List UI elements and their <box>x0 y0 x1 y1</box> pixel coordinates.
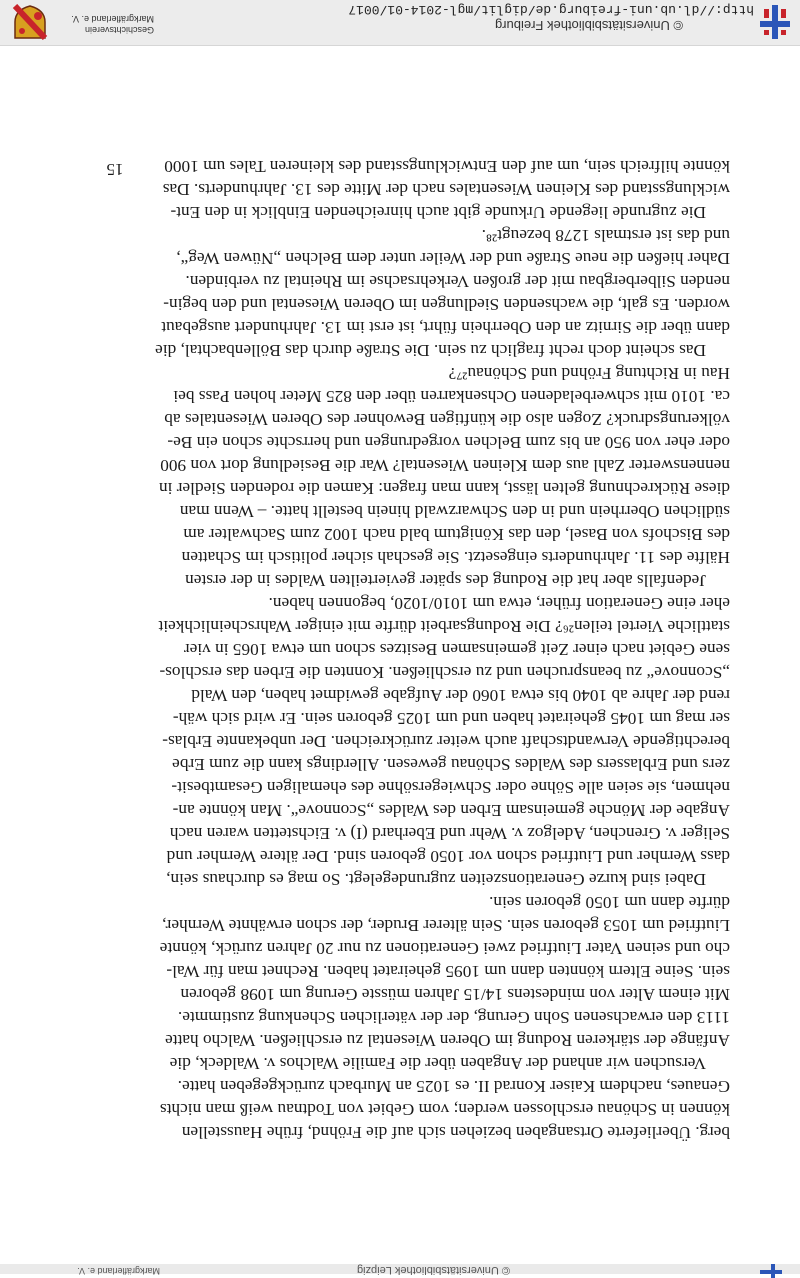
text-line: Hälfte des 11. Jahrhunderts eingesetzt. Sie geschah sicher politisch im Schatten <box>181 548 730 567</box>
text-line: Die zugrunde liegende Urkunde gibt auch hinreichenden Einblick in den Ent- <box>170 203 706 222</box>
top-footer-strip <box>0 1264 800 1274</box>
text-line: cho und seinen Vater Liutfried zwei Generationen zu nur 20 Jahren zurück, könnte <box>159 939 730 958</box>
text-line: Das scheint doch recht fraglich zu sein. Die Straße durch das Böllenbachtal, die <box>155 341 706 360</box>
text-line: nennenswerter Zahl aus dem Kleinen Wiesental? War die Besiedlung dort von 900 <box>160 456 730 475</box>
text-line: Mit einem Alter von mindestens 14/15 Jahren müsste Gerung um 1098 geboren <box>180 985 730 1004</box>
text-line: des Bischofs von Basel, den das Königtum bald nach 1002 zum Sachwalter am <box>183 525 730 544</box>
text-line: Jedenfalls aber hat die Rodung des später gevierteilten Waldes in der ersten <box>185 571 706 590</box>
text-line: Seliger v. Grenchen, Adelgoz v. Wehr und Eberhard (I) v. Eichstetten waren nach <box>169 824 730 843</box>
coat-of-arms-icon <box>12 4 48 40</box>
text-line: südlichen Oberrhein und in den Schwarzwald hinein bestellt hatte. – Wenn man <box>179 502 730 521</box>
text-line: wicklungsstand des Kleinen Wiesentales nach der Mitte des 13. Jahrhunderts. Das <box>162 180 730 199</box>
text-line: berg. Überlieferte Ortsangaben beziehen sich auf die Fröhnd, frühe Hausstellen <box>181 1123 730 1142</box>
text-line: und das ist erstmals 1278 bezeugt²⁸. <box>481 226 730 245</box>
text-line: worden. Es galt, die wachsenden Siedlungen im Oberen Wiesental und den begin- <box>163 295 730 314</box>
text-line: Angabe der Mönche gemeinsam Erben des Waldes „Sconnove“. Man könnte an- <box>172 801 730 820</box>
text-line: sein. Seine Eltern könnten dann um 1095 geheiratet haben. Rechnet man für Wal- <box>166 962 730 981</box>
top-strip-copyright: © Universitätsbibliothek Leipzig <box>356 1264 510 1276</box>
footer-bar <box>0 0 800 46</box>
text-line: nenden Silberbergbau mit der großen Verkehrsachse im Rheintal zu verbinden. <box>185 272 730 291</box>
text-line: eher eine Generation früher, etwa um 1010/1020, begonnen haben. <box>268 594 730 613</box>
text-line: dürfte dann um 1050 geboren sein. <box>489 893 730 912</box>
text-line: sene Gebiet nach einer Zeit gemeinsamen Besitzes schon um etwa 1065 in vier <box>183 640 730 659</box>
text-line: könnte hilfreich sein, um auf den Entwicklungsstand des kleineren Tales um 1000 <box>164 157 730 176</box>
text-line: können in Schönau erschlossen werden; vom Gebiet von Todtnau weiß man nichts <box>159 1100 730 1119</box>
publisher-line-1: Geschichtsverein <box>84 25 154 35</box>
text-line: rend der Jahre ab 1040 bis etwa 1060 der Aufgabe gewidmet haben, den Wald <box>191 686 730 705</box>
text-line: stattliche Viertel teilen²⁶? Die Rodungsarbeit dürfte mit einiger Wahrscheinlichkeit <box>158 617 730 636</box>
top-strip-publisher: Markgräflerland e. V. <box>77 1266 160 1276</box>
text-line: diese Rückrechnung gelten lässt, kann man fragen: Kamen die rodenden Siedler in <box>158 479 730 498</box>
text-line: Daher hießen die neue Straße und der Weiler unter dem Belchen „Nüwen Weg“, <box>176 249 730 268</box>
source-url-link[interactable]: http://dl.ub.uni-freiburg.de/diglit/mgl-2014-01/0017 <box>348 2 754 17</box>
text-line: dass Wernher und Liutfried schon vor 1050 geboren sind. Der ältere Wernher und <box>166 847 730 866</box>
text-line: Genaues, nachdem Kaiser Konrad II. es 1025 an Murbach zurückgegeben hatte. <box>177 1077 730 1096</box>
text-line: Versuchen wir anhand der Angaben über die Familie Walchos v. Waldeck, die <box>169 1054 706 1073</box>
page-body-text <box>85 155 730 1144</box>
text-line: nehmen, sie seien alle Söhne oder Schwiegersöhne des ehemaligen Gesamtbesit- <box>171 778 730 797</box>
text-line: Dabei sind kurze Generationszeiten zugrundegelegt. So mag es durchaus sein, <box>166 870 706 889</box>
publisher-line-2: Markgräflerland e. V. <box>71 14 154 24</box>
library-logo-icon <box>760 1264 782 1278</box>
text-line: dann über die Sirnitz an den Oberrhein führt, ist erst im 13. Jahrhundert ausgebaut <box>161 318 730 337</box>
text-line: 1113 den erwachsenen Sohn Gerung, der der väterlichen Schenkung zustimmte. <box>177 1008 730 1027</box>
text-line: oder eher von 950 an bis zum Belchen vorgedrungen und herrschte schon ein Be- <box>167 433 730 452</box>
text-line: Hau in Richtung Fröhnd und Schönau²⁷? <box>448 364 730 383</box>
text-line: völkerungsdruck? Zogen also die künftigen Bewohner des Oberen Wiesentales ab <box>164 410 730 429</box>
text-line: „Sconnove“ zu beanspruchen und zu erschließen. Konnten die Erben das erschlos- <box>159 663 730 682</box>
text-line: Liutfried um 1053 geboren sein. Sein älterer Bruder, der schon erwähnte Wernher, <box>162 916 730 935</box>
publisher-name <box>54 13 154 35</box>
copyright-text: © Universitätsbibliothek Freiburg <box>494 18 684 33</box>
text-line: zers und Erblassers des Waldes Schönau gewesen. Allerdings kann die zum Erbe <box>172 755 730 774</box>
text-line: ca. 1010 mit schwerbeladenen Ochsenkarren über den 825 Meter hohen Pass bei <box>173 387 730 406</box>
text-line: Anfänge der stärkeren Rodung im Oberen Wiesental zu erschließen. Walcho hatte <box>165 1031 730 1050</box>
university-library-logo-icon <box>760 5 790 39</box>
text-line: berechtigende Verwandtschaft auch weiter zurückreichen. Der unbekannte Erblas- <box>162 732 730 751</box>
text-line: ser mag um 1045 geheiratet haben und um 1025 geboren sein. Er wird sich wäh- <box>172 709 730 728</box>
page-number: 15 <box>106 160 124 179</box>
